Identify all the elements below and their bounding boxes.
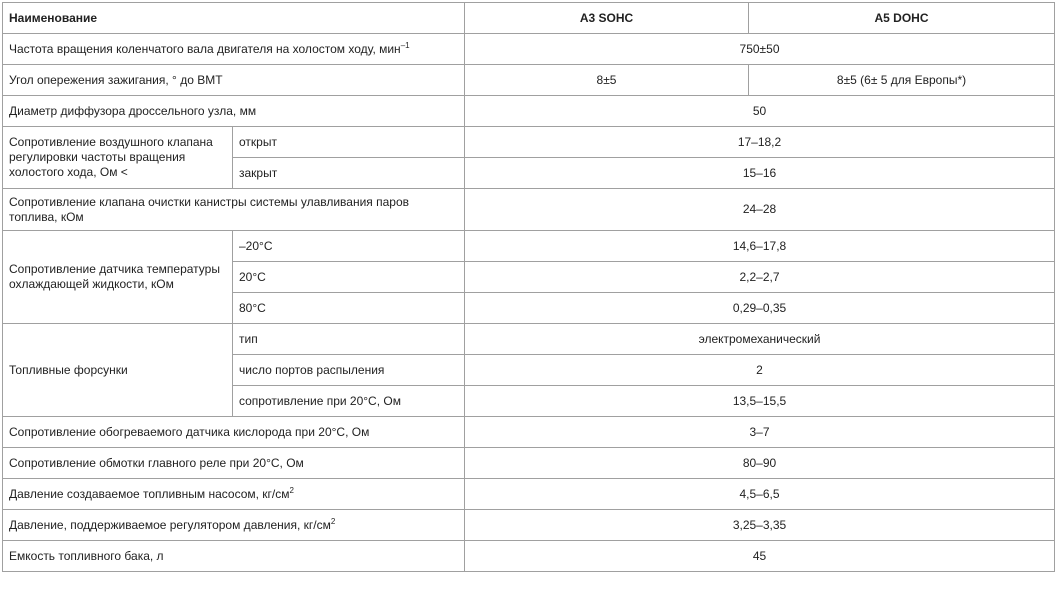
o2-sensor-value: 3–7 (465, 417, 1055, 448)
row-throttle (3, 96, 1055, 127)
iac-label: Сопротивление воздушного клапана регулировки частоты вращения холостого хода, Ом < (3, 127, 233, 189)
header-row (3, 3, 1055, 34)
row-o2-sensor (3, 417, 1055, 448)
injector-ports-value: 2 (465, 355, 1055, 386)
purge-label: Сопротивление клапана очистки канистры системы улавливания паров топлива, кОм (3, 189, 465, 231)
specifications-table (2, 2, 1055, 572)
injectors-label: Топливные форсунки (3, 324, 233, 417)
injector-type-value: электромеханический (465, 324, 1055, 355)
iac-open-value: 17–18,2 (465, 127, 1055, 158)
row-regulator-pressure (3, 510, 1055, 541)
throttle-label: Диаметр диффузора дроссельного узла, мм (3, 96, 465, 127)
tank-capacity-label: Емкость топливного бака, л (3, 541, 465, 572)
row-tank-capacity (3, 541, 1055, 572)
row-injector-type (3, 324, 1055, 355)
main-relay-label: Сопротивление обмотки главного реле при 20°C, Ом (3, 448, 465, 479)
row-main-relay (3, 448, 1055, 479)
ect-minus20-label: –20°C (233, 231, 465, 262)
idle-speed-value: 750±50 (465, 34, 1055, 65)
idle-speed-label: Частота вращения коленчатого вала двигателя на холостом ходу, мин$^{-1}$ (3, 34, 465, 65)
injector-ports-label: число портов распыления (233, 355, 465, 386)
ect-label: Сопротивление датчика температуры охлаждающей жидкости, кОм (3, 231, 233, 324)
idle-speed-unit-sup: –1 (400, 40, 410, 50)
pump-pressure-unit-sup: 2 (289, 485, 294, 495)
ignition-value-a5: 8±5 (6± 5 для Европы*) (749, 65, 1055, 96)
row-ignition (3, 65, 1055, 96)
regulator-pressure-label: Давление, поддерживаемое регулятором давления, $кг/см^2$ (3, 510, 465, 541)
ect-20-label: 20°C (233, 262, 465, 293)
purge-value: 24–28 (465, 189, 1055, 231)
iac-closed-label: закрыт (233, 158, 465, 189)
throttle-value: 50 (465, 96, 1055, 127)
ect-80-label: 80°C (233, 293, 465, 324)
injector-resistance-value: 13,5–15,5 (465, 386, 1055, 417)
tank-capacity-value: 45 (465, 541, 1055, 572)
row-ect-minus20 (3, 231, 1055, 262)
ignition-label: Угол опережения зажигания, ° до ВМТ (3, 65, 465, 96)
iac-closed-value: 15–16 (465, 158, 1055, 189)
ignition-value-a3: 8±5 (465, 65, 749, 96)
regulator-pressure-unit-sup: 2 (330, 516, 336, 526)
header-a5-dohc: A5 DOHC (749, 3, 1055, 34)
pump-pressure-label: Давление создаваемое топливным насосом, $кг/см^2$ (3, 479, 465, 510)
header-name: Наименование (3, 3, 465, 34)
ect-20-value: 2,2–2,7 (465, 262, 1055, 293)
injector-type-label: тип (233, 324, 465, 355)
main-relay-value: 80–90 (465, 448, 1055, 479)
ect-minus20-value: 14,6–17,8 (465, 231, 1055, 262)
injector-resistance-label: сопротивление при 20°C, Ом (233, 386, 465, 417)
row-idle-speed (3, 34, 1055, 65)
iac-open-label: открыт (233, 127, 465, 158)
o2-sensor-label: Сопротивление обогреваемого датчика кислорода при 20°C, Ом (3, 417, 465, 448)
regulator-pressure-value: 3,25–3,35 (465, 510, 1055, 541)
row-pump-pressure (3, 479, 1055, 510)
pump-pressure-value: 4,5–6,5 (465, 479, 1055, 510)
ect-80-value: 0,29–0,35 (465, 293, 1055, 324)
row-purge (3, 189, 1055, 231)
row-iac-open (3, 127, 1055, 158)
header-a3-sohc: A3 SOHC (465, 3, 749, 34)
